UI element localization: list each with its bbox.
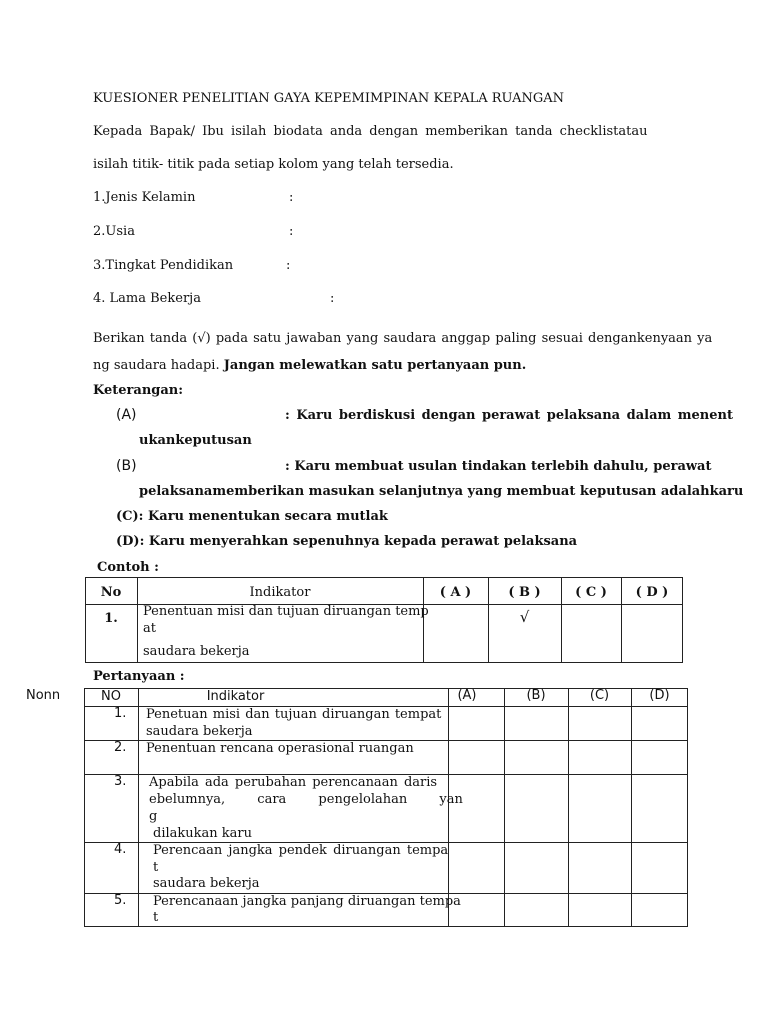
question-5-no: 5. [114,893,127,908]
biodata-colon-work-duration: : [330,291,335,306]
instruction-text: ng saudara hadapi. [93,358,220,373]
contoh-row-indikator-2: at [143,621,156,636]
option-a-description-cont: ukankeputusan [139,433,252,448]
option-b-description: : Karu membuat usulan tindakan terlebih dahulu, perawat [285,459,712,474]
biodata-label-age: 2.Usia [93,224,135,239]
contoh-header-indikator: Indikator [249,585,311,600]
biodata-label-education: 3.Tingkat Pendidikan [93,258,234,273]
question-4-no: 4. [114,842,127,857]
instruction-warning: Jangan melewatkan satu pertanyaan pun. [223,358,527,373]
option-b-description-cont: pelaksanamemberikan masukan selanjutnya yang membuat keputusan adalahkaru [139,484,744,499]
question-4-line-3: saudara bekerja [153,876,260,891]
contoh-header-b: ( B ) [508,585,541,600]
keterangan-heading: Keterangan: [93,383,184,398]
contoh-header-c: ( C ) [575,585,607,600]
question-3-line-4: dilakukan karu [153,826,252,841]
biodata-colon-gender: : [289,190,294,205]
option-d-description: (D): Karu menyerahkan sepenuhnya kepada perawat pelaksana [116,534,578,549]
contoh-row-indikator-1: Penentuan misi dan tujuan diruangan temp [143,604,429,619]
pertanyaan-header-b: (B) [526,688,546,703]
contoh-header-a: ( A ) [439,585,472,600]
question-1-line-2: saudara bekerja [146,724,253,739]
contoh-header-no: No [100,585,122,600]
side-label: Nonn [26,688,61,703]
question-2-line-1: Penentuan rencana operasional ruangan [146,741,414,756]
pertanyaan-header-no: NO [101,689,121,704]
biodata-label-work-duration: 4. Lama Bekerja [93,291,201,306]
pertanyaan-header-indikator: Indikator [206,689,265,704]
contoh-row-no: 1. [104,611,118,626]
option-c-description: (C): Karu menentukan secara mutlak [116,509,388,524]
option-b-code: (B) [116,458,137,474]
instruction-line-1: Berikan tanda (√) pada satu jawaban yang saudara anggap paling sesuai dengankenyaan ya [93,331,713,346]
contoh-header-d: ( D ) [635,585,669,600]
intro-line-2: isilah titik- titik pada setiap kolom yang telah tersedia. [93,157,454,172]
option-a-description: : Karu berdiskusi dengan perawat pelaksana dalam menent [285,408,733,423]
pertanyaan-header-c: (C) [589,688,610,703]
biodata-label-gender: 1.Jenis Kelamin [93,190,196,205]
contoh-row-checkmark: √ [519,608,530,626]
biodata-colon-education: : [286,258,291,273]
question-1-line-1: Penetuan misi dan tujuan diruangan tempat [146,707,442,722]
option-a-code: (A) [116,407,137,423]
contoh-heading: Contoh : [97,560,159,575]
question-3-line-2: ebelumnya, cara pengelolahan yan [149,792,463,807]
question-4-line-1: Perencaan jangka pendek diruangan tempa [153,843,449,858]
question-3-line-3: g [149,809,158,824]
question-3-line-1: Apabila ada perubahan perencanaan daris [149,775,438,790]
contoh-row-indikator-3: saudara bekerja [143,644,250,659]
biodata-colon-age: : [289,224,294,239]
question-2-no: 2. [114,740,127,755]
pertanyaan-heading: Pertanyaan : [93,669,185,684]
pertanyaan-header-d: (D) [649,688,670,703]
question-5-line-2: t [153,910,159,925]
question-4-line-2: t [153,860,159,875]
question-3-no: 3. [114,774,127,789]
document-title: KUESIONER PENELITIAN GAYA KEPEMIMPINAN KEPALA RUANGAN [93,91,564,106]
intro-line-1: Kepada Bapak/ Ibu isilah biodata anda dengan memberikan tanda checklistatau [93,124,648,139]
pertanyaan-header-a: (A) [457,688,477,703]
question-5-line-1: Perencanaan jangka panjang diruangan tempa [153,894,461,909]
instruction-line-2 [93,358,526,374]
question-1-no: 1. [114,706,127,721]
